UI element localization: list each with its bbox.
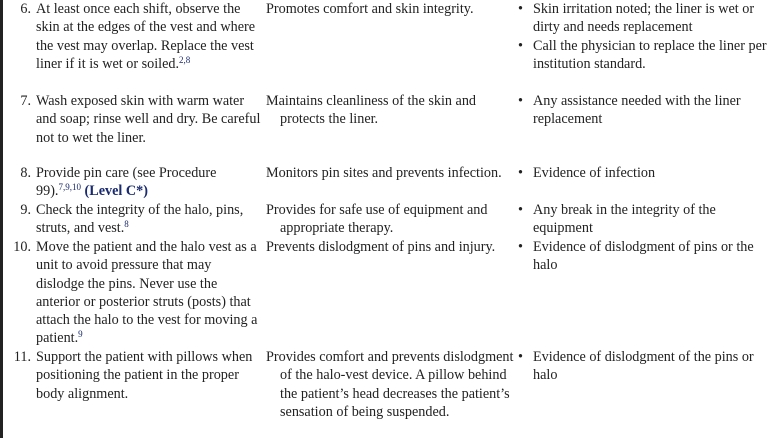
step-body: Move the patient and the halo vest as a unit to avoid pressure that may dislodge the pins. Never use the anterior or posterior struts (posts) that attach the halo to the vest for moving a patient. xyxy=(36,239,258,347)
rationale: Maintains cleanliness of the skin and protects the liner. xyxy=(266,93,477,128)
outcome-item: • Any assistance needed with the liner replacement xyxy=(518,92,768,129)
rationale: Provides for safe use of equipment and appropriate therapy. xyxy=(266,202,488,237)
outcomes xyxy=(518,348,768,385)
step-number: 8. xyxy=(20,165,31,181)
step-text xyxy=(36,201,261,238)
outcomes xyxy=(518,0,768,73)
rationale: Promotes comfort and skin integrity. xyxy=(266,1,474,17)
reference: 2,8 xyxy=(179,54,191,65)
step-number: 7. xyxy=(20,93,31,109)
reference: 7,9,10 xyxy=(58,182,81,193)
step-body: Check the integrity of the halo, pins, struts, and vest. xyxy=(36,202,244,237)
outcome-item: • Evidence of infection xyxy=(518,164,768,182)
step-number: 11. xyxy=(13,349,31,365)
outcome-item: • Any break in the integrity of the equipment xyxy=(518,201,768,238)
outcome-item: • Evidence of dislodgment of pins or the halo xyxy=(518,238,768,275)
outcomes xyxy=(518,92,768,129)
rationale: Prevents dislodgment of pins and injury. xyxy=(266,239,496,255)
evidence-level: (Level C*) xyxy=(84,183,148,200)
outcome-item: • Skin irritation noted; the liner is wet or dirty and needs replacement xyxy=(518,0,768,37)
step-text: Wash exposed skin with warm water and soap; rinse well and dry. Be careful not to wet the liner. xyxy=(36,93,261,146)
outcomes xyxy=(518,164,768,182)
outcome-item: • Evidence of dislodgment of the pins or halo xyxy=(518,348,768,385)
rationale: Monitors pin sites and prevents infection. xyxy=(266,165,502,181)
outcomes xyxy=(518,201,768,238)
step-text xyxy=(36,0,261,73)
step-number: 6. xyxy=(20,1,31,17)
step-body: Provide pin care (see Procedure 99). xyxy=(36,165,217,200)
rationale: Provides comfort and prevents dislodgment of the halo-vest device. A pillow behind the patient’s head decreases the patient’s sensation of being suspended. xyxy=(266,349,514,420)
reference: 8 xyxy=(124,219,129,230)
step-number: 9. xyxy=(20,202,31,218)
outcomes xyxy=(518,238,768,275)
step-number: 10. xyxy=(13,239,31,255)
step-text xyxy=(36,164,261,201)
step-text: Support the patient with pillows when positioning the patient in the proper body alignment. xyxy=(36,349,253,402)
step-body: At least once each shift, observe the skin at the edges of the vest and where the vest may overlap. Replace the vest liner if it is wet or soiled. xyxy=(36,1,256,72)
outcome-item: • Call the physician to replace the liner per institution standard. xyxy=(518,37,768,74)
reference: 9 xyxy=(78,329,83,340)
step-text xyxy=(36,238,261,348)
